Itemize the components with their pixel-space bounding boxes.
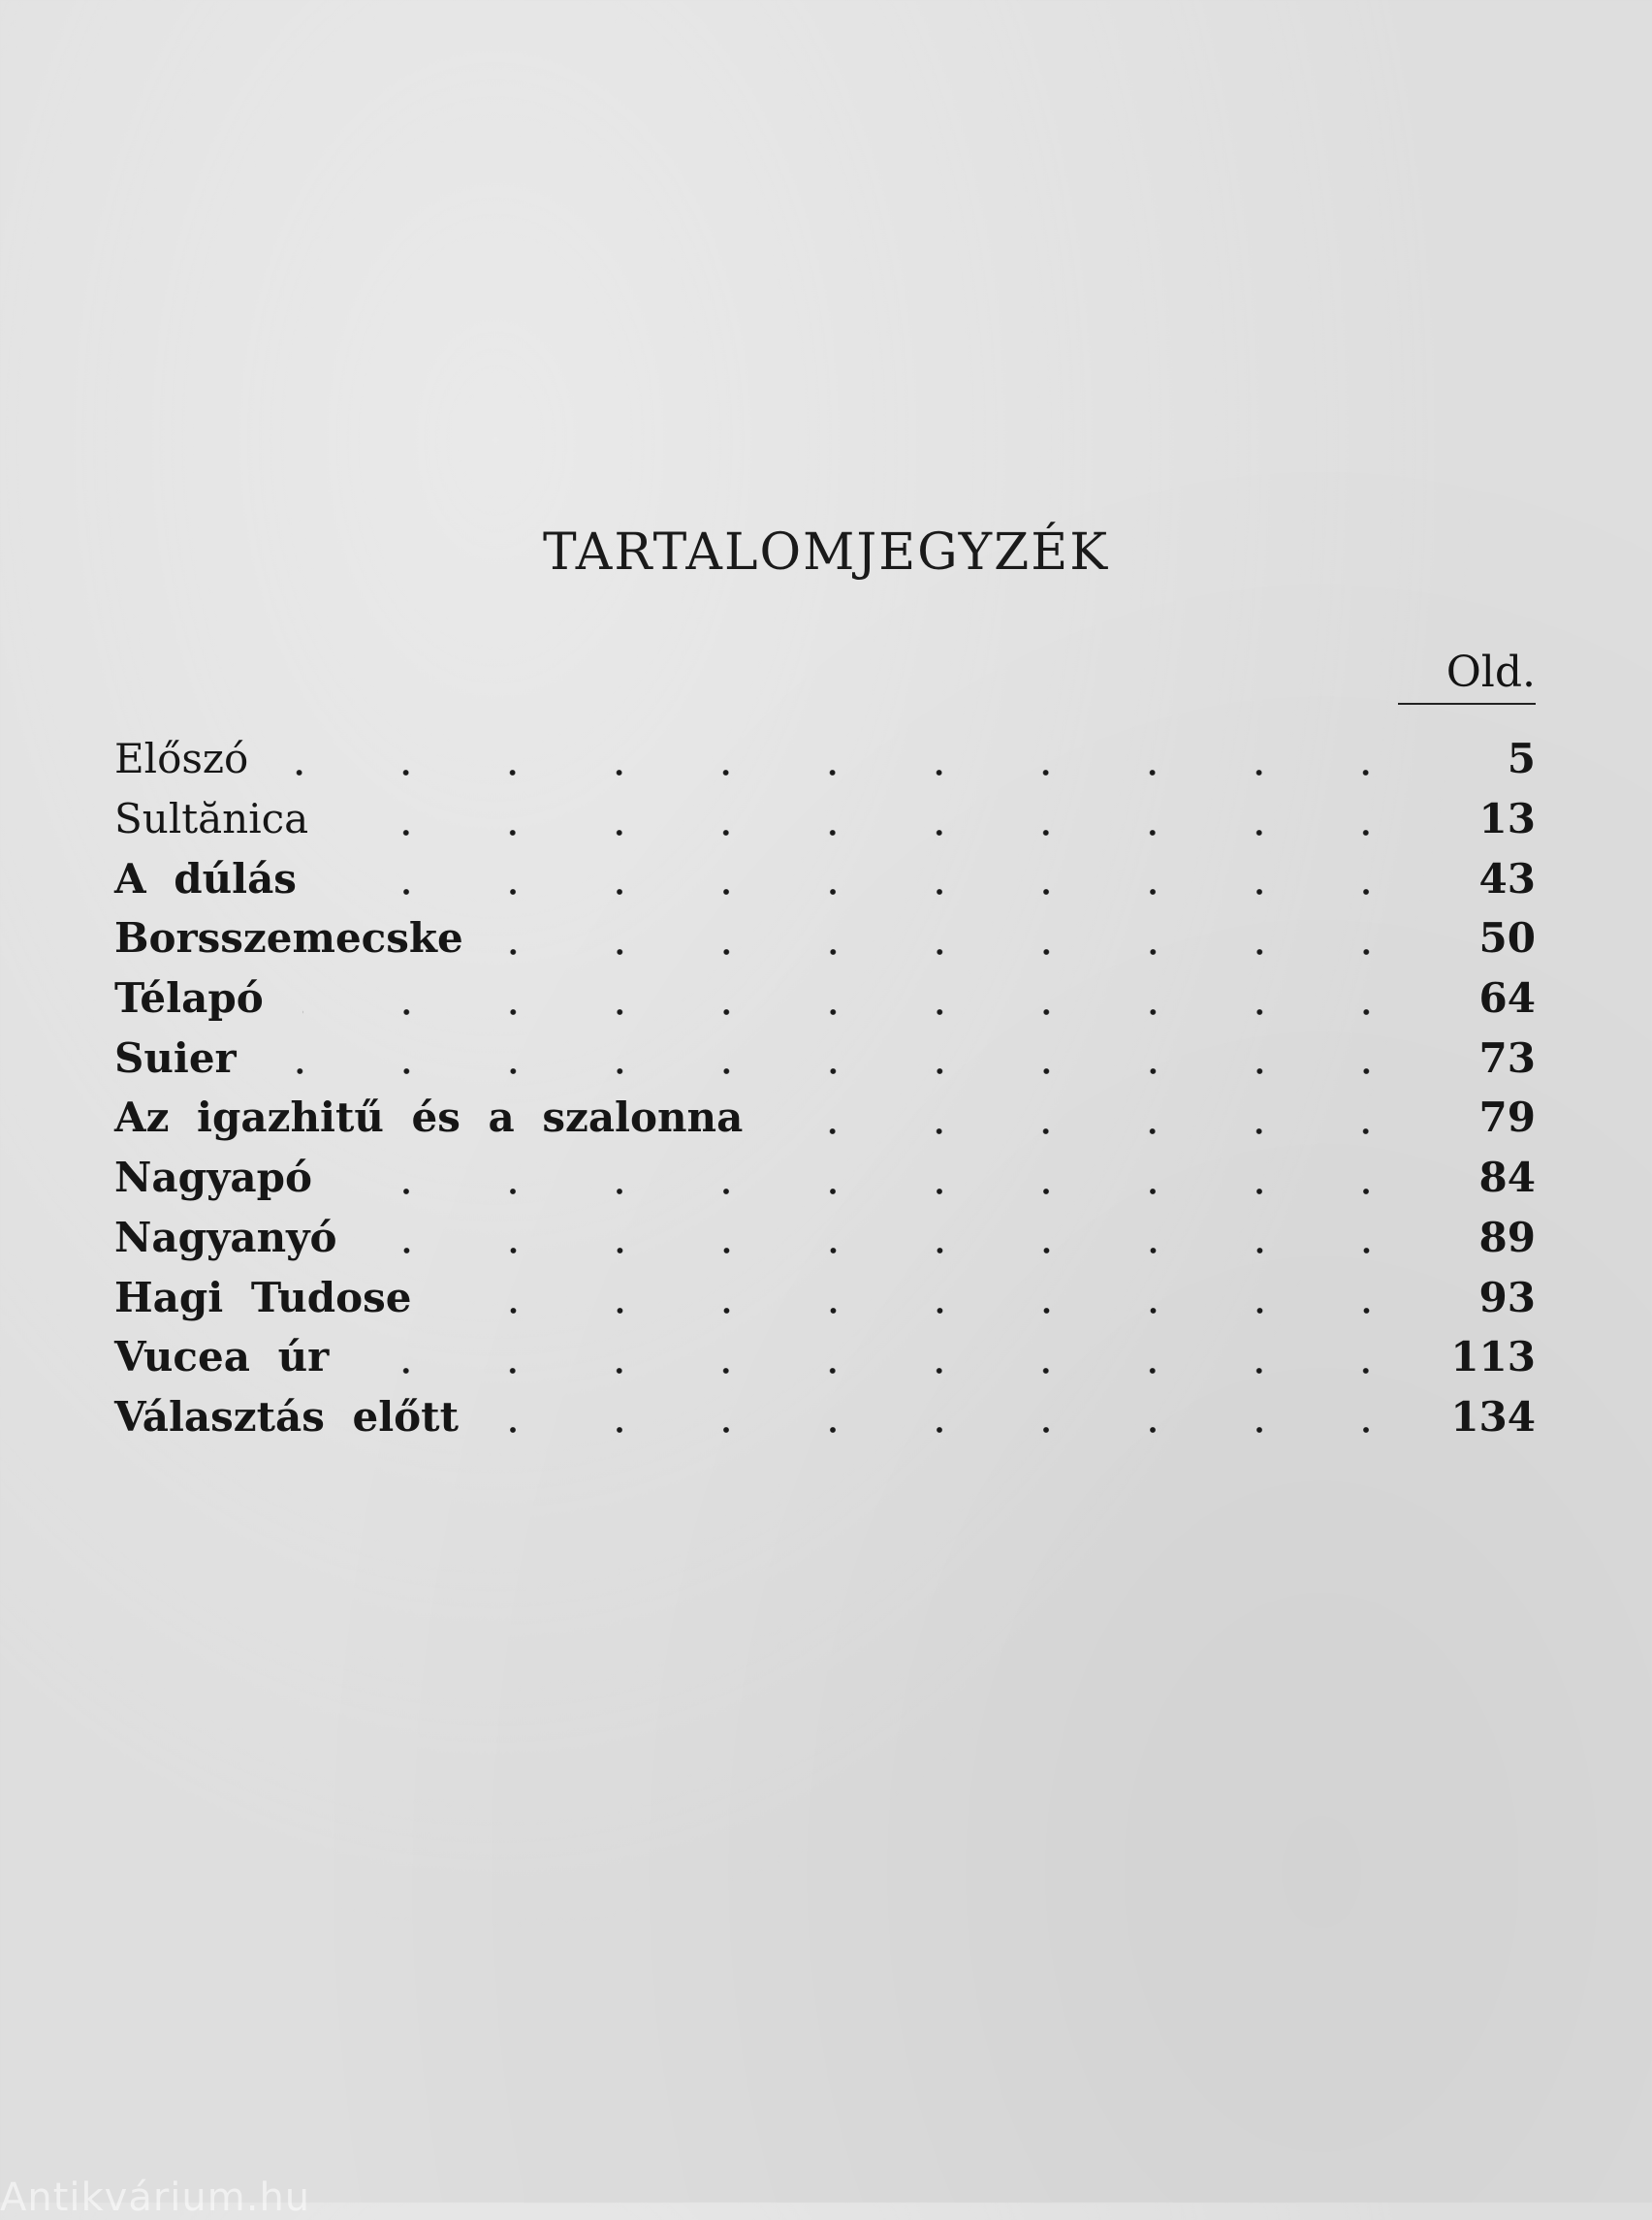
toc-entry-title: Előszó (114, 735, 249, 783)
dot-leader (451, 1307, 1419, 1315)
dot-leader (347, 829, 1419, 837)
toc-entry-page: 73 (1478, 1033, 1536, 1082)
toc-entry-page: 13 (1478, 795, 1536, 843)
toc-entry-page: 84 (1478, 1154, 1536, 1202)
toc-entry-page: 89 (1478, 1213, 1536, 1261)
toc-entry-title: Vucea úr (114, 1333, 330, 1381)
toc-entry-nagyapo (114, 1148, 1536, 1208)
toc-entry-page: 50 (1478, 914, 1536, 963)
page-title: TARTALOMJEGYZÉK (542, 523, 1110, 582)
toc-entry-eloszo (114, 729, 1536, 789)
toc-entry-title: Nagyapó (114, 1154, 312, 1202)
toc-entry-page: 93 (1478, 1273, 1536, 1321)
toc-entry-page: 43 (1478, 854, 1536, 903)
toc-entry-page: 79 (1478, 1094, 1536, 1142)
dot-leader (351, 1188, 1419, 1195)
toc-entry-telapo (114, 968, 1536, 1029)
toc-entry-nagyanyo (114, 1208, 1536, 1268)
toc-entry-borsszemecske (114, 908, 1536, 968)
dot-leader (287, 769, 1419, 777)
toc-entry-title: Sultănica (114, 795, 309, 843)
toc-entry-page: 5 (1507, 735, 1536, 783)
table-of-contents (114, 729, 1536, 1446)
dot-leader (502, 948, 1419, 956)
dot-leader (376, 1247, 1419, 1254)
dot-leader (335, 888, 1419, 896)
toc-entry-title: Hagi Tudose (114, 1273, 412, 1321)
dot-leader (781, 1127, 1419, 1135)
toc-entry-title: Suier (114, 1033, 237, 1082)
toc-entry-page: 113 (1450, 1333, 1536, 1381)
toc-entry-hagi-tudose (114, 1267, 1536, 1327)
toc-entry-az-igazhitu (114, 1088, 1536, 1148)
toc-entry-title: Borsszemecske (114, 914, 463, 963)
toc-entry-page: 64 (1478, 974, 1536, 1023)
toc-entry-suier (114, 1028, 1536, 1088)
toc-entry-title: Az igazhitű és a szalonna (114, 1094, 744, 1142)
toc-entry-sultanica (114, 789, 1536, 849)
toc-entry-valasztas-elott (114, 1387, 1536, 1447)
toc-entry-title: Választás előtt (114, 1392, 459, 1441)
toc-entry-title: Télapó (114, 974, 264, 1023)
dot-leader (302, 1008, 1419, 1016)
dot-leader (497, 1426, 1419, 1434)
dot-leader (367, 1367, 1419, 1375)
page-column-header: Old. (1398, 648, 1536, 705)
dot-leader (275, 1067, 1419, 1075)
toc-entry-title: Nagyanyó (114, 1213, 337, 1261)
toc-entry-vucea-ur (114, 1327, 1536, 1387)
toc-entry-page: 134 (1450, 1392, 1536, 1441)
toc-entry-a-dulas (114, 848, 1536, 908)
watermark: Antikvárium.hu (0, 2175, 311, 2220)
toc-entry-title: A dúlás (114, 854, 297, 903)
